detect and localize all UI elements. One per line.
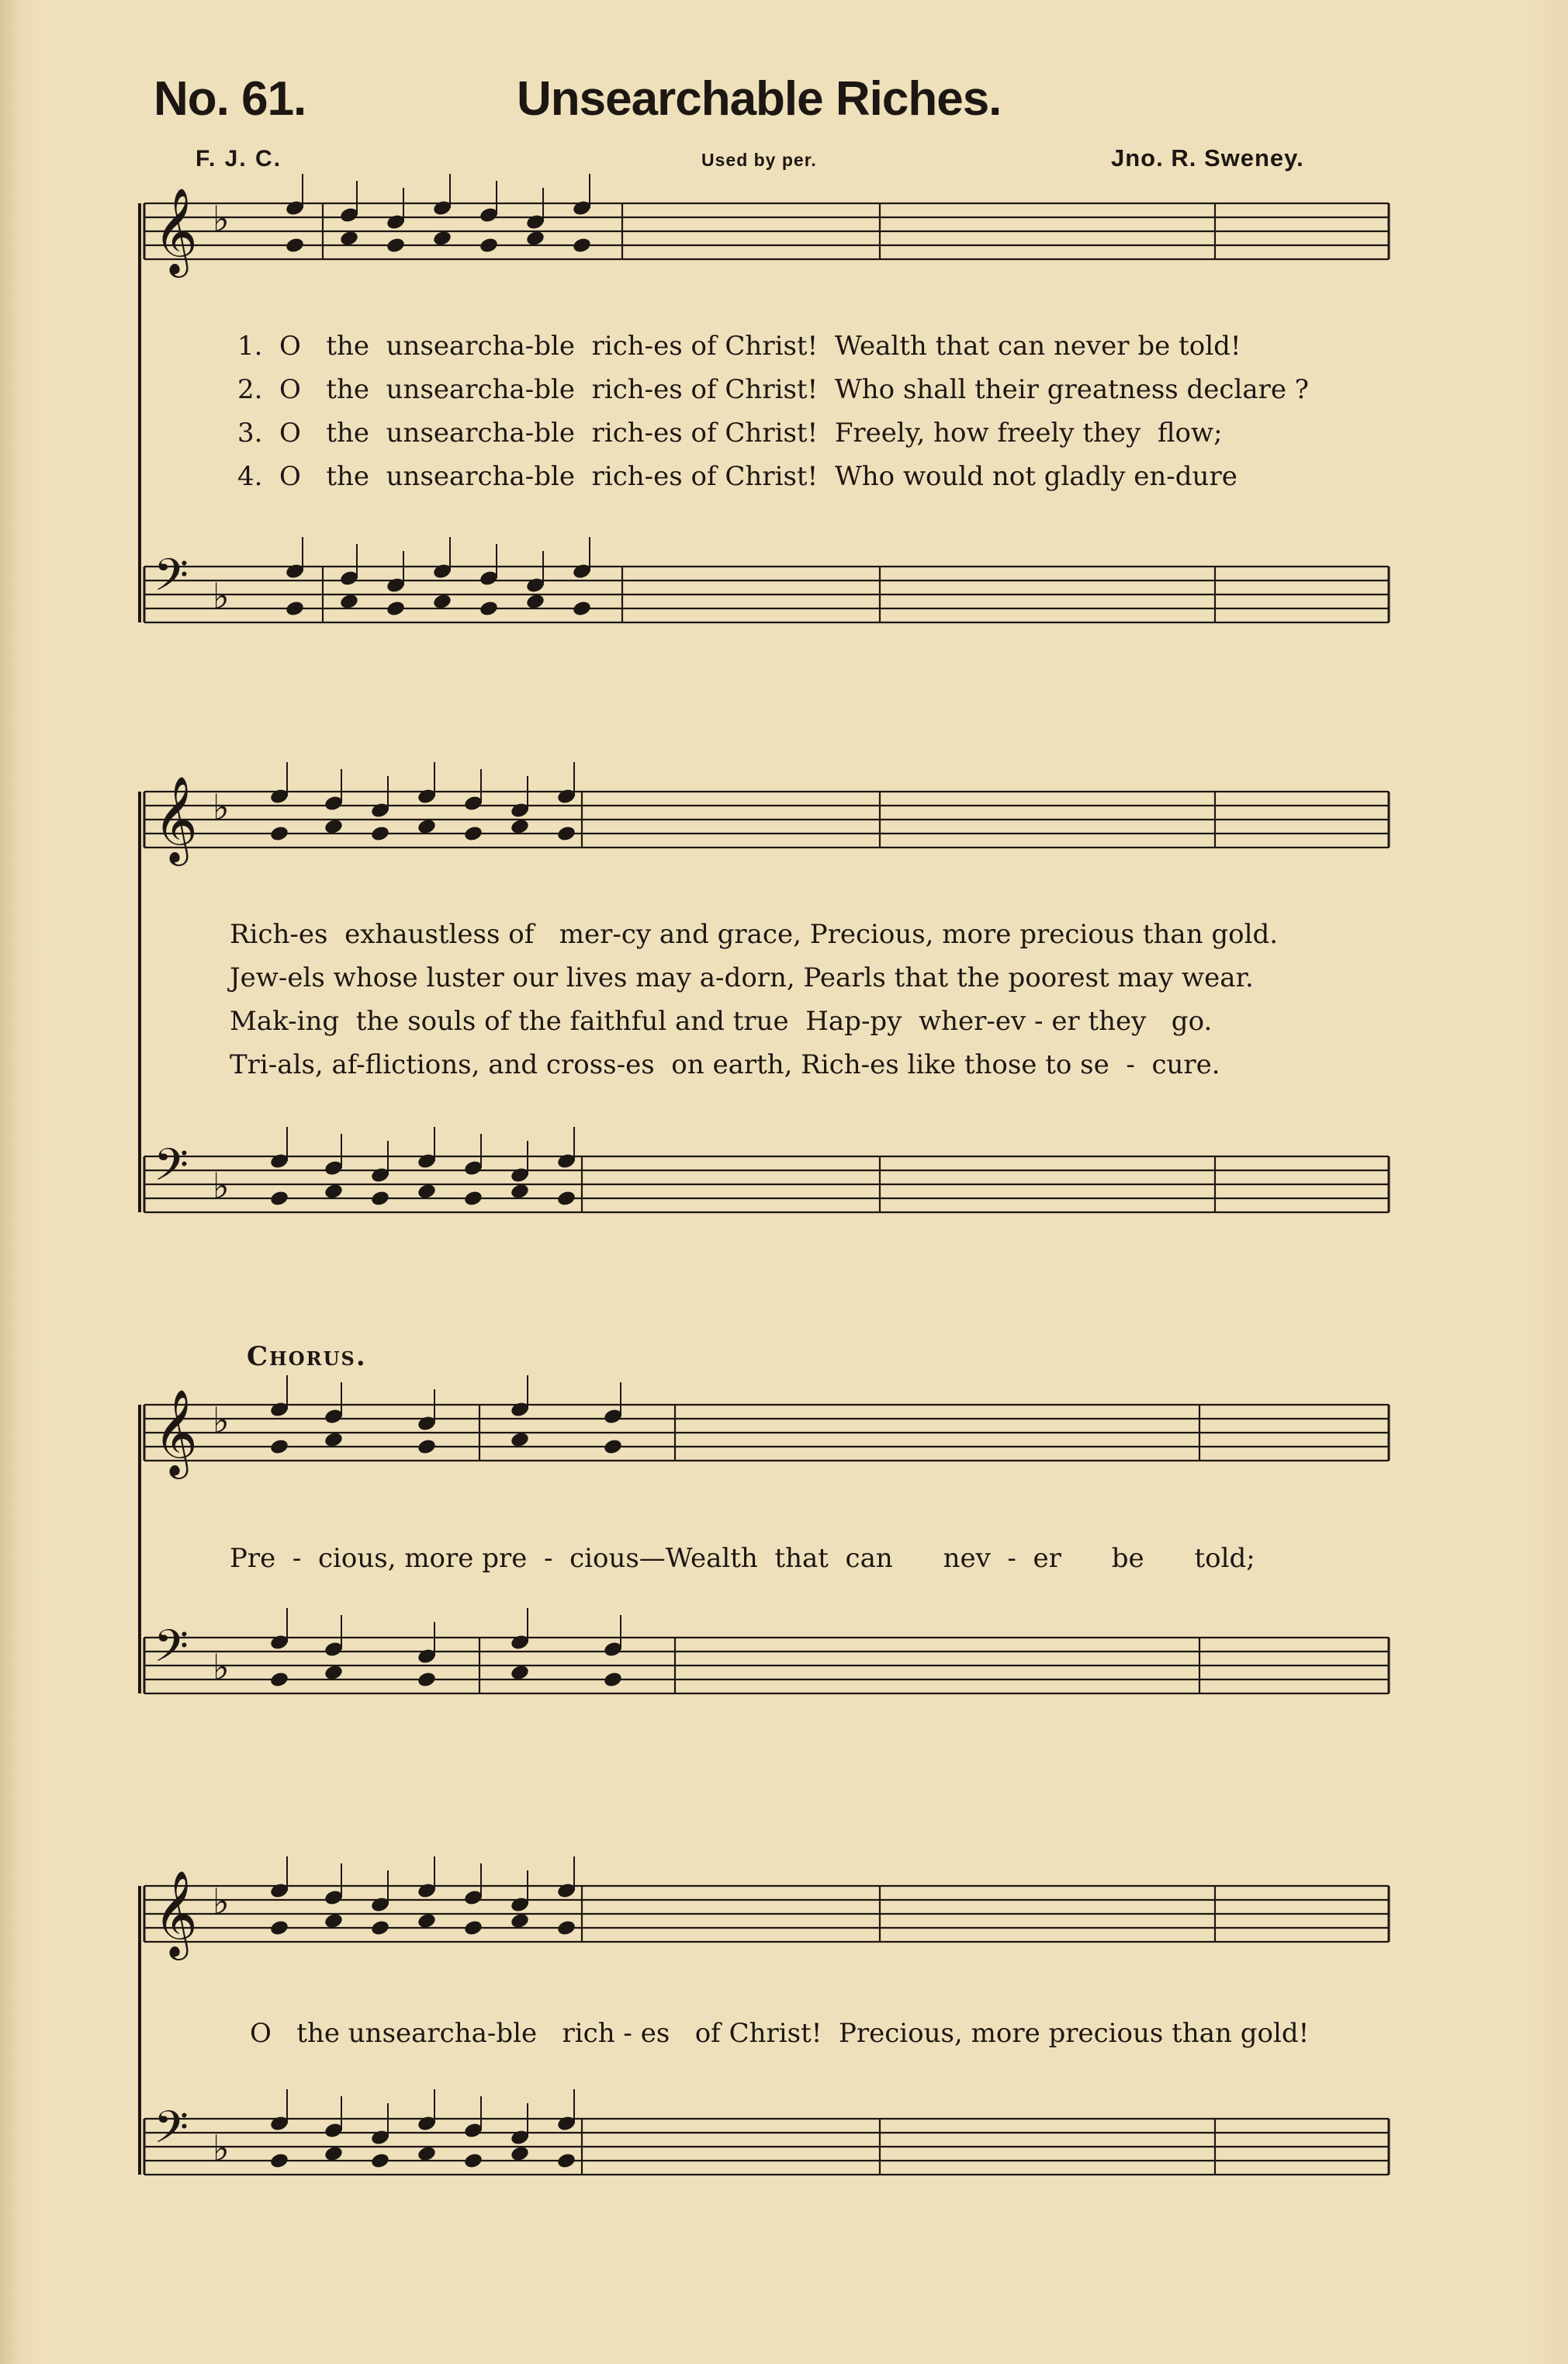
system-4-treble-note-head-lower [556, 1919, 576, 1937]
system-4-treble-note-head-lower [370, 1919, 390, 1937]
hymn-title: Unsearchable Riches. [517, 72, 1002, 126]
system-2-bass-key-flat: ♭ [213, 1165, 230, 1207]
system-4-bass-note-head-lower [556, 2152, 576, 2170]
system-3-bass-note-head-lower [417, 1671, 437, 1689]
system-3-bass-note-head-lower [324, 1664, 344, 1682]
system-2-treble-note-head-lower [269, 825, 289, 843]
system-1-bass-note-head-lower [386, 600, 406, 618]
system-4-treble-note-head-lower [324, 1912, 344, 1930]
system-3-bass-key-flat: ♭ [213, 1646, 230, 1688]
system-1-treble-note-head-lower [432, 230, 452, 248]
system-4-bass-note-head-lower [417, 2145, 437, 2163]
system-3-treble-note-head-lower [603, 1438, 623, 1456]
system-4-bass-note-head-lower [463, 2152, 483, 2170]
system-3-treble-note-head-lower [324, 1431, 344, 1449]
system-1-bass-note-head-lower [432, 593, 452, 611]
system-4-treble-clef-glyph: 𝄞 [154, 1870, 198, 1957]
verse-2-lyric-line: 2. O the unsearcha-ble rich-es of Christ! Who shall their greatness declare ? [237, 374, 1310, 405]
chorus-lyric-line-2: O the unsearcha-ble rich - es of Christ! Precious, more precious than gold! [250, 2018, 1310, 2049]
system-4-treble-note-head-lower [417, 1912, 437, 1930]
system-1-treble-clef-glyph: 𝄞 [154, 187, 198, 274]
system-2-treble-note-head-lower [324, 818, 344, 836]
system-2-treble-note-head-lower [370, 825, 390, 843]
system-2-bass-note-head-lower [463, 1190, 483, 1208]
verse-3-lyric-line-continued: Mak-ing the souls of the faithful and true Hap-py wher-ev - er they go. [230, 1006, 1213, 1037]
system-1-bass-clef-glyph: 𝄢 [154, 549, 189, 612]
chorus-label: Chorus. [247, 1341, 367, 1372]
system-3-bass-note-head-lower [603, 1671, 623, 1689]
system-2-treble-note-head-lower [417, 818, 437, 836]
system-1-treble-key-flat: ♭ [213, 198, 230, 240]
verse-4-lyric-line: 4. O the unsearcha-ble rich-es of Christ! Who would not gladly en-dure [237, 461, 1237, 492]
system-1-treble-note-head-lower [386, 237, 406, 255]
hymn-number: No. 61. [154, 72, 306, 126]
system-2-bass-note-head-lower [417, 1183, 437, 1201]
system-4-bass-clef-glyph: 𝄢 [154, 2101, 189, 2165]
system-4-bass-note-head-lower [269, 2152, 289, 2170]
system-2-treble-note-head-lower [463, 825, 483, 843]
credit-words-author: F. J. C. [196, 146, 282, 172]
system-2-bass-note-head-lower [269, 1190, 289, 1208]
verse-3-lyric-line: 3. O the unsearcha-ble rich-es of Christ! Freely, how freely they flow; [237, 418, 1223, 449]
system-3-bass-clef-glyph: 𝄢 [154, 1620, 189, 1683]
system-4-treble-note-head-lower [463, 1919, 483, 1937]
system-3-treble-clef-glyph: 𝄞 [154, 1388, 198, 1475]
system-4-treble-note-head-lower [269, 1919, 289, 1937]
system-1-treble-note-head-lower [572, 237, 592, 255]
chorus-lyric-line-1: Pre - cious, more pre - cious—Wealth that can nev - er be told; [230, 1543, 1255, 1574]
system-3-treble-note-head-lower [269, 1438, 289, 1456]
system-2-bass-note-head-lower [324, 1183, 344, 1201]
system-2-treble-clef-glyph: 𝄞 [154, 775, 198, 862]
system-4-bass-note-head-lower [324, 2145, 344, 2163]
verse-1-lyric-line-continued: Rich-es exhaustless of mer-cy and grace, Precious, more precious than gold. [230, 919, 1279, 950]
system-2-bass-note-head-lower [556, 1190, 576, 1208]
system-2-treble-note-head-lower [556, 825, 576, 843]
system-1-treble-note-head-lower [479, 237, 499, 255]
system-4-bass-note-head-lower [510, 2145, 530, 2163]
system-2-bass-clef-glyph: 𝄢 [154, 1139, 189, 1202]
verse-2-lyric-line-continued: Jew-els whose luster our lives may a-dorn, Pearls that the poorest may wear. [230, 962, 1254, 993]
system-1-bass-note-head-lower [525, 593, 545, 611]
system-3-bass-note-head-lower [510, 1664, 530, 1682]
system-1-bass-note-head-lower [339, 593, 359, 611]
system-1-bass-key-flat: ♭ [213, 575, 230, 617]
system-2-bass-note-head-lower [370, 1190, 390, 1208]
verse-4-lyric-line-continued: Tri-als, af-flictions, and cross-es on earth, Rich-es like those to se - cure. [230, 1049, 1220, 1080]
system-2-treble-key-flat: ♭ [213, 786, 230, 828]
system-4-treble-key-flat: ♭ [213, 1880, 230, 1922]
system-1-bass-note-head-lower [572, 600, 592, 618]
credit-permission: Used by per. [701, 150, 817, 170]
verse-1-lyric-line: 1. O the unsearcha-ble rich-es of Christ! Wealth that can never be told! [237, 331, 1241, 362]
credit-music-composer: Jno. R. Sweney. [1111, 144, 1304, 172]
system-1-treble-note-head-lower [525, 230, 545, 248]
system-4-bass-note-head-lower [370, 2152, 390, 2170]
system-3-treble-note-head-lower [417, 1438, 437, 1456]
system-4-bass-key-flat: ♭ [213, 2127, 230, 2169]
system-3-bass-note-head-lower [269, 1671, 289, 1689]
system-3-treble-key-flat: ♭ [213, 1399, 230, 1441]
system-1-bass-note-head-lower [285, 600, 305, 618]
system-1-treble-note-head-lower [285, 237, 305, 255]
system-3-treble-note-head-lower [510, 1431, 530, 1449]
system-2-bass-note-head-lower [510, 1183, 530, 1201]
system-1-treble-note-head-lower [339, 230, 359, 248]
system-2-treble-note-head-lower [510, 818, 530, 836]
system-1-bass-note-head-lower [479, 600, 499, 618]
system-4-treble-note-head-lower [510, 1912, 530, 1930]
